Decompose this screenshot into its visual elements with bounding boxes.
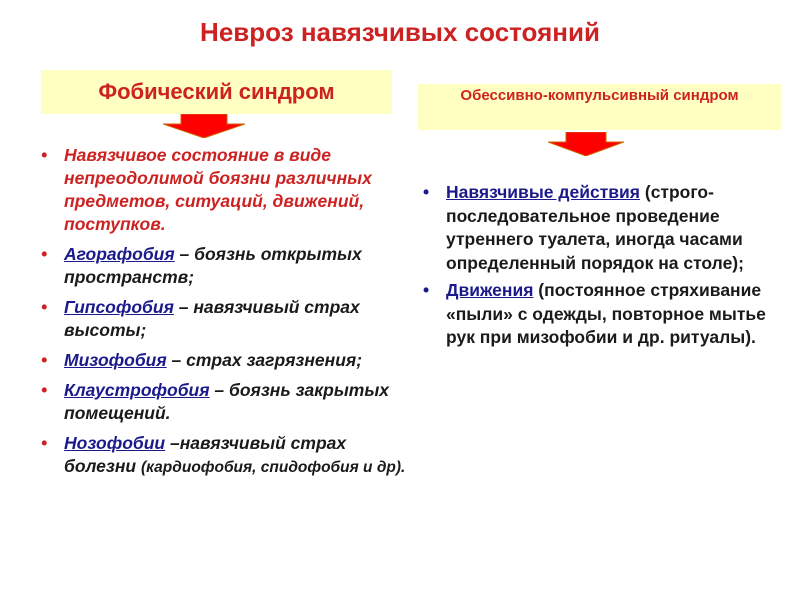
list-item [41,379,411,425]
list-item [41,296,411,342]
page-title: Невроз навязчивых состояний [200,17,600,47]
list-item [41,144,411,236]
item-text: – навязчивый страх высоты; [64,297,360,340]
list-item [41,432,411,479]
list-item [41,243,411,289]
intro-text: Навязчивое состояние в виде непреодолимой боязни различных предметов, ситуаций, движений, поступков. [64,145,372,234]
term-link[interactable]: Мизофобия [64,350,167,370]
term-link[interactable]: Движения [446,280,534,300]
down-arrow-icon [548,132,624,156]
list-item [423,181,768,275]
item-text: – боязнь открытых пространств; [64,244,362,287]
phobic-list [41,144,411,486]
item-text: (строго-последовательное проведение утреннего туалета, иногда часами определенный порядок на столе); [446,182,744,273]
item-text: – страх загрязнения; [166,350,363,370]
list-item [423,279,768,350]
term-link[interactable]: Агорафобия [64,244,175,264]
item-tail-text: (кардиофобия, спидофобия и др). [140,459,406,476]
item-text: – боязнь закрытых помещений. [64,380,390,423]
item-text: –навязчивый страх болезни [64,433,347,476]
list-item [41,349,411,372]
phobic-syndrome-box: Фобический синдром [41,70,392,114]
term-link[interactable]: Нозофобии [64,433,166,453]
ocd-list [423,181,768,354]
item-text: (постоянное стряхивание «пыли» с одежды, повторное мытье рук при мизофобии и др. ритуалы). [446,280,766,347]
term-link[interactable]: Навязчивые действия [446,182,640,202]
term-link[interactable]: Гипсофобия [64,297,174,317]
down-arrow-icon [163,114,245,138]
ocd-syndrome-box: Обессивно-компульсивный синдром [418,84,781,130]
term-link[interactable]: Клаустрофобия [64,380,210,400]
